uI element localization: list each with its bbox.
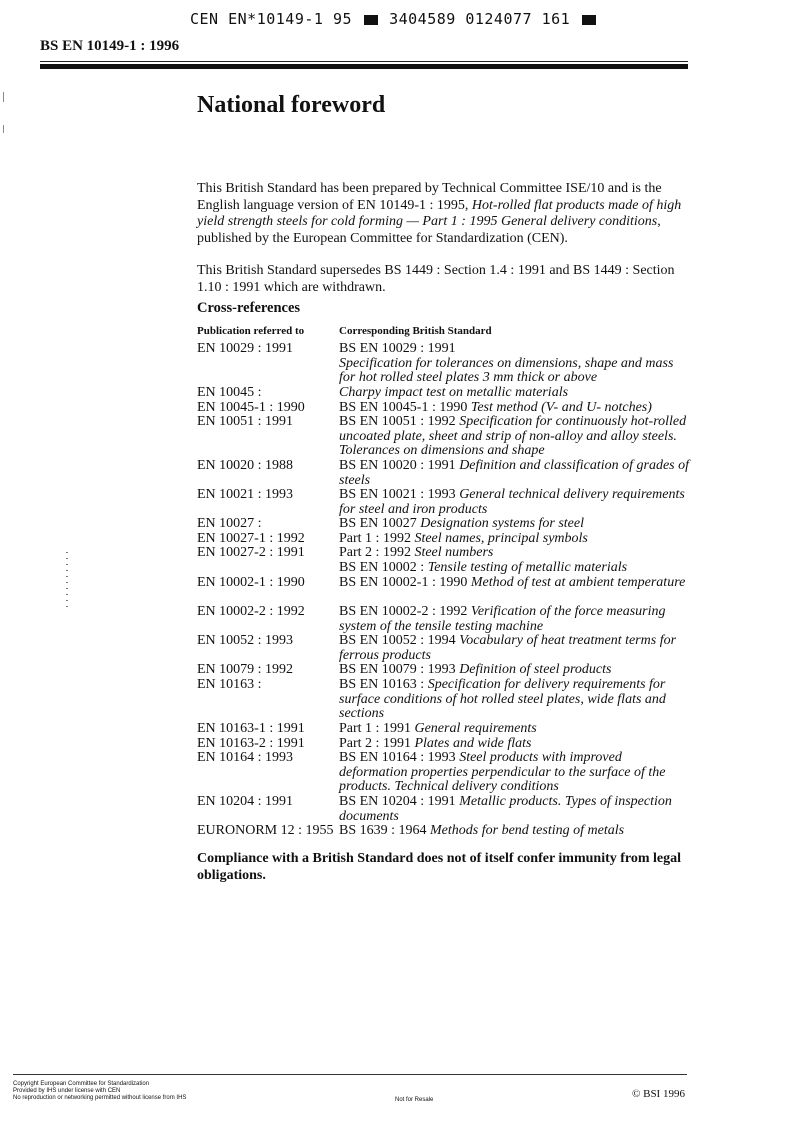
british-standard: [339, 517, 689, 532]
british-standard: [339, 824, 689, 839]
publication-ref: EN 10164 : 1993: [197, 750, 294, 765]
publication-ref: EN 10002-2 : 1992: [197, 604, 305, 619]
british-standard: [339, 546, 689, 561]
standard-title: Steel numbers: [414, 545, 494, 560]
barcode-line: [190, 10, 598, 28]
publication-ref: EN 10079 : 1992: [197, 662, 294, 677]
british-standard: [339, 751, 689, 795]
standard-title: Charpy impact test on metallic materials: [339, 385, 569, 400]
standard-number: Part 2 : 1992: [339, 545, 415, 560]
british-standard: [339, 795, 689, 824]
publication-ref: EN 10163 :: [197, 677, 262, 692]
para-text: This British Standard has been prepared by Technical Committee ISE/10 and is the English language version of EN 10149-1 : 1995,: [197, 181, 662, 213]
standard-id: BS EN 10149-1 : 1996: [40, 38, 180, 54]
footer-line: Provided by IHS under license with CEN: [13, 1088, 121, 1094]
british-standard: [339, 678, 689, 722]
publication-ref: EN 10002-1 : 1990: [197, 575, 305, 590]
standard-title: General requirements: [414, 721, 537, 736]
standard-title: Methods for bend testing of metals: [430, 823, 625, 838]
british-standard: [339, 459, 689, 488]
barcode-block: [582, 15, 596, 25]
publication-ref: EN 10163-2 : 1991: [197, 736, 305, 751]
publication-ref: EN 10051 : 1991: [197, 414, 294, 429]
standard-title: General technical delivery requirements for steel and iron products: [339, 487, 685, 517]
british-standard: [339, 561, 689, 576]
british-standard: [339, 415, 689, 459]
standard-number: BS EN 10051 : 1992: [339, 414, 460, 429]
standard-title: Tensile testing of metallic materials: [427, 560, 628, 575]
publication-ref: EN 10021 : 1993: [197, 487, 294, 502]
standard-title: Specification for tolerances on dimensions, shape and mass for hot rolled steel plates 3 mm thick or above: [339, 355, 674, 386]
standard-title: Verification of the force measuring system of the tensile testing machine: [339, 604, 666, 634]
british-standard: [339, 722, 689, 737]
standard-number: BS 1639 : 1964: [339, 823, 431, 838]
british-standard: [339, 634, 689, 663]
standard-title: Definition and classification of grades of steels: [339, 458, 690, 488]
para-text: , published by the European Committee for Standardization (CEN).: [197, 214, 661, 246]
footer-line: No reproduction or networking permitted without license from IHS: [13, 1095, 187, 1101]
header-rule-thick: [40, 64, 688, 69]
header-rule: [40, 61, 688, 62]
footer-line: Copyright European Committee for Standardization: [13, 1081, 150, 1087]
standard-number: BS EN 10002-1 : 1990: [339, 575, 471, 590]
barcode-number: 3404589 0124077 161: [389, 10, 571, 28]
foreword-paragraph: [197, 181, 687, 247]
cross-references-heading: Cross-references: [197, 300, 301, 316]
standard-number: Part 1 : 1991: [339, 721, 415, 736]
publication-ref: EN 10020 : 1988: [197, 458, 294, 473]
standard-number: BS EN 10002-2 : 1992: [339, 604, 471, 619]
supersedes-paragraph: This British Standard supersedes BS 1449 : Section 1.4 : 1991 and BS 1449 : Section 1.10 : 1991 which are withdrawn.: [197, 263, 675, 295]
standard-number: BS EN 10052 : 1994: [339, 633, 460, 648]
standard-title: Vocabulary of heat treatment terms for ferrous products: [339, 633, 677, 663]
british-standard: [339, 605, 689, 634]
footer-rule: [13, 1074, 687, 1075]
standard-title: Designation systems for steel: [420, 516, 585, 531]
para-title: Hot-rolled flat products made of high yield strength steels for cold forming — Part 1 : 1995 General delivery conditions: [197, 197, 682, 229]
publication-ref: EN 10045 :: [197, 385, 262, 400]
publication-ref: EURONORM 12 : 1955: [197, 823, 334, 838]
british-standard: [339, 386, 689, 401]
copyright: © BSI 1996: [632, 1088, 685, 1100]
standard-title: Specification for delivery requirements for surface conditions of hot rolled steel plates, wide flats and sections: [339, 677, 666, 722]
standard-title: Definition of steel products: [459, 662, 612, 677]
standard-title: Test method (V- and U- notches): [470, 400, 652, 415]
standard-number: BS EN 10079 : 1993: [339, 662, 460, 677]
standard-number: BS EN 10020 : 1991: [339, 458, 460, 473]
standard-number: BS EN 10045-1 : 1990: [339, 400, 471, 415]
publication-ref: EN 10029 : 1991: [197, 341, 294, 356]
barcode-text: CEN EN*10149-1 95: [190, 10, 353, 28]
margin-mark: [3, 92, 4, 102]
standard-title: Specification for continuously hot-rolled uncoated plate, sheet and strip of non-alloy and alloy steels. Tolerances on dimensions and shape: [339, 414, 687, 459]
standard-number: Part 2 : 1991: [339, 736, 415, 751]
standard-number: BS EN 10164 : 1993: [339, 750, 460, 765]
margin-dots: [66, 552, 68, 612]
publication-ref: EN 10163-1 : 1991: [197, 721, 305, 736]
standard-number: BS EN 10163 :: [339, 677, 428, 692]
standard-title: Method of test at ambient temperature: [470, 575, 686, 590]
standard-title: Steel names, principal symbols: [414, 531, 588, 546]
standard-number: BS EN 10029 : 1991: [339, 341, 456, 356]
column-header-publication: Publication referred to: [197, 325, 305, 337]
standard-number: BS EN 10002 :: [339, 560, 428, 575]
page-title: National foreword: [197, 92, 386, 118]
standard-number: Part 1 : 1992: [339, 531, 415, 546]
margin-mark: [3, 125, 4, 133]
publication-ref: EN 10045-1 : 1990: [197, 400, 305, 415]
british-standard: [339, 663, 689, 678]
publication-ref: EN 10027 :: [197, 516, 262, 531]
not-for-resale: Not for Resale: [395, 1097, 434, 1103]
standard-number: BS EN 10021 : 1993: [339, 487, 460, 502]
column-header-british-standard: Corresponding British Standard: [339, 325, 492, 337]
british-standard: [339, 488, 689, 517]
publication-ref: EN 10052 : 1993: [197, 633, 294, 648]
british-standard: [339, 342, 689, 386]
standard-number: BS EN 10027: [339, 516, 421, 531]
compliance-statement: Compliance with a British Standard does not of itself confer immunity from legal obligations.: [197, 851, 682, 883]
footer-license: [13, 1081, 186, 1102]
standard-title: Metallic products. Types of inspection documents: [339, 794, 672, 824]
british-standard: [339, 576, 689, 591]
publication-ref: EN 10027-1 : 1992: [197, 531, 305, 546]
barcode-block: [364, 15, 378, 25]
publication-ref: EN 10204 : 1991: [197, 794, 294, 809]
standard-title: Steel products with improved deformation properties perpendicular to the surface of the products. Technical delivery conditions: [339, 750, 666, 795]
publication-ref: EN 10027-2 : 1991: [197, 545, 305, 560]
standard-number: BS EN 10204 : 1991: [339, 794, 460, 809]
standard-title: Plates and wide flats: [414, 736, 532, 751]
